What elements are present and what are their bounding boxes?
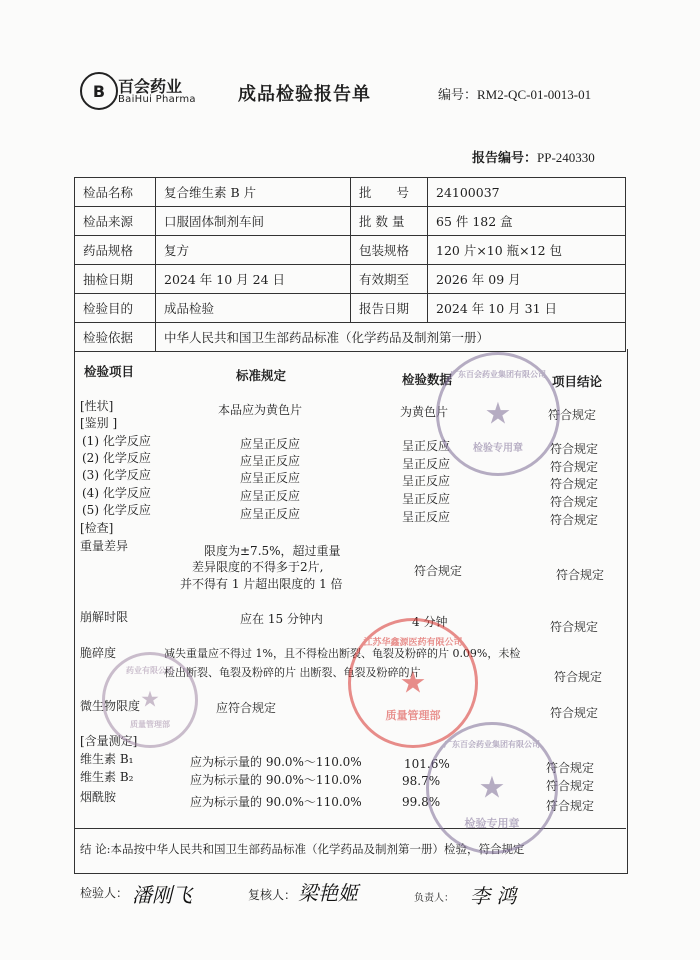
list-item: (1) 化学反应 [82, 434, 151, 448]
weight-data: 符合规定 [414, 564, 463, 578]
page-title: 成品检验报告单 [238, 84, 371, 105]
star-icon: ★ [140, 687, 160, 713]
info-table [74, 177, 626, 352]
purple-seal-stamp [436, 352, 560, 476]
pack-label: 包装规格 [351, 236, 428, 265]
disint-item: 崩解时限 [80, 610, 129, 624]
col-std-header: 标准规定 [236, 368, 287, 383]
list-item-data: 呈正反应 [402, 510, 451, 524]
assay-item: 维生素 B₂ [80, 770, 134, 784]
assay-data: 99.8% [402, 795, 441, 809]
reviewer-signature: 梁艳姬 [298, 881, 358, 905]
list-item-std: 应呈正反应 [240, 437, 301, 451]
spec-label: 药品规格 [75, 236, 156, 265]
sample-date-label: 抽检日期 [75, 265, 156, 294]
list-item-concl: 符合规定 [550, 513, 599, 527]
col-item-header: 检验项目 [84, 364, 135, 379]
list-item-std: 应呈正反应 [240, 489, 301, 503]
assay-std: 应为标示量的 90.0%～110.0% [190, 773, 362, 787]
report-date-value: 2024 年 10 月 31 日 [428, 294, 626, 323]
red-seal-text-top: 江苏华鑫源医药有限公司 [363, 638, 463, 648]
assay-data: 101.6% [404, 757, 450, 771]
grey-seal-stamp [102, 652, 198, 748]
friab-item: 脆碎度 [80, 646, 117, 660]
disint-concl: 符合规定 [550, 620, 599, 634]
list-item-data: 呈正反应 [402, 474, 451, 488]
star-icon: ★ [399, 665, 427, 701]
responsible-label: 负责人： [414, 893, 454, 904]
expiry-label: 有效期至 [351, 265, 428, 294]
purple-seal-stamp-bottom [426, 722, 558, 854]
company-name-en: BaiHui Pharma [118, 94, 196, 105]
assay-concl: 符合规定 [546, 779, 595, 793]
weight-std-line-2: 差异限度的不得多于2片, [192, 560, 324, 574]
trait-data: 为黄色片 [400, 405, 449, 419]
micro-item: 微生物限度 [80, 699, 141, 713]
purple-seal-2-text-top: 广东百会药业集团有限公司 [444, 740, 540, 749]
reviewer-label: 复核人： [248, 888, 297, 902]
micro-concl: 符合规定 [550, 706, 599, 720]
product-name-label: 检品名称 [75, 178, 156, 207]
batch-label: 批 号 [351, 178, 428, 207]
purple-seal-text-bottom: 检验专用章 [473, 443, 523, 454]
inspector-signature: 潘刚飞 [132, 883, 192, 907]
assay-std: 应为标示量的 90.0%～110.0% [190, 795, 362, 809]
list-item: (5) 化学反应 [82, 503, 151, 517]
report-number [472, 147, 595, 166]
disint-data: 4 分钟 [412, 615, 448, 629]
col-data-header: 检验数据 [402, 372, 453, 387]
list-item-data: 呈正反应 [402, 492, 451, 506]
purpose-value: 成品检验 [156, 294, 351, 323]
basis-value: 中华人民共和国卫生部药品标准（化学药品及制剂第一册） [156, 323, 626, 352]
responsible-signature: 李 鸿 [470, 884, 517, 908]
quantity-label: 批 数 量 [351, 207, 428, 236]
grey-seal-text-bottom: 质量管理部 [130, 720, 170, 729]
assay-data: 98.7% [402, 774, 441, 788]
inspector-label: 检验人： [80, 886, 129, 900]
weight-std-line-3: 并不得有 1 片超出限度的 1 倍 [180, 577, 343, 591]
batch-value: 24100037 [428, 178, 626, 207]
red-seal-text-bottom: 质量管理部 [385, 709, 441, 722]
ident-head: [鉴别 ] [80, 416, 118, 430]
assay-concl: 符合规定 [546, 799, 595, 813]
spec-value: 复方 [156, 236, 351, 265]
trait-concl: 符合规定 [548, 408, 597, 422]
list-item-concl: 符合规定 [550, 442, 599, 456]
list-item-data: 呈正反应 [402, 439, 451, 453]
source-value: 口服固体制剂车间 [156, 207, 351, 236]
product-name-value: 复合维生素 B 片 [156, 178, 351, 207]
weight-item: 重量差异 [80, 539, 129, 553]
assay-concl: 符合规定 [546, 761, 595, 775]
disint-std: 应在 15 分钟内 [240, 612, 323, 626]
list-item-std: 应呈正反应 [240, 507, 301, 521]
check-head: [检查] [80, 521, 114, 535]
assay-head: [含量测定] [80, 734, 138, 748]
list-item-concl: 符合规定 [550, 495, 599, 509]
weight-concl: 符合规定 [556, 568, 605, 582]
micro-std: 应符合规定 [216, 701, 277, 715]
red-seal-stamp [348, 618, 478, 748]
grey-seal-text-top: 药业有限公司 [126, 666, 174, 675]
list-item: (4) 化学反应 [82, 486, 151, 500]
quantity-value: 65 件 182 盒 [428, 207, 626, 236]
assay-std: 应为标示量的 90.0%～110.0% [190, 755, 362, 769]
star-icon: ★ [484, 396, 512, 432]
sample-date-value: 2024 年 10 月 24 日 [156, 265, 351, 294]
purple-seal-2-text-bottom: 检验专用章 [464, 817, 520, 830]
weight-std-line-1: 限度为±7.5%，超过重量 [204, 544, 341, 558]
document-number: 编号：RM2-QC-01-0013-01 [438, 87, 592, 102]
list-item-std: 应呈正反应 [240, 454, 301, 468]
list-item-concl: 符合规定 [550, 477, 599, 491]
list-item-concl: 符合规定 [550, 460, 599, 474]
conclusion-text: 结 论:本品按中华人民共和国卫生部药品标准（化学药品及制剂第一册）检验，符合规定 [80, 842, 525, 856]
company-logo-icon: B [80, 72, 118, 110]
report-number-value: PP-240330 [537, 150, 595, 165]
basis-label: 检验依据 [75, 323, 156, 352]
purpose-label: 检验目的 [75, 294, 156, 323]
friab-line-2: 检出断裂、龟裂及粉碎的片 出断裂、龟裂及粉碎的片 [164, 666, 421, 679]
report-date-label: 报告日期 [351, 294, 428, 323]
trait-item: [性状] [80, 399, 114, 413]
source-label: 检品来源 [75, 207, 156, 236]
assay-item: 烟酰胺 [80, 790, 117, 804]
col-concl-header: 项目结论 [552, 374, 603, 389]
friab-concl: 符合规定 [554, 670, 603, 684]
company-name-cn: 百会药业 [118, 77, 183, 96]
star-icon: ★ [478, 770, 506, 806]
list-item-data: 呈正反应 [402, 457, 451, 471]
pack-value: 120 片×10 瓶×12 包 [428, 236, 626, 265]
assay-item: 维生素 B₁ [80, 752, 134, 766]
list-item-std: 应呈正反应 [240, 471, 301, 485]
purple-seal-text-top: 广东百会药业集团有限公司 [450, 370, 546, 379]
trait-std: 本品应为黄色片 [218, 403, 303, 417]
friab-line-1: 减失重量应不得过 1%，且不得检出断裂、龟裂及粉碎的片 0.09%，未检 [164, 647, 521, 660]
list-item: (2) 化学反应 [82, 451, 151, 465]
list-item: (3) 化学反应 [82, 468, 151, 482]
expiry-value: 2026 年 09 月 [428, 265, 626, 294]
report-number-label: 报告编号： [472, 151, 538, 166]
